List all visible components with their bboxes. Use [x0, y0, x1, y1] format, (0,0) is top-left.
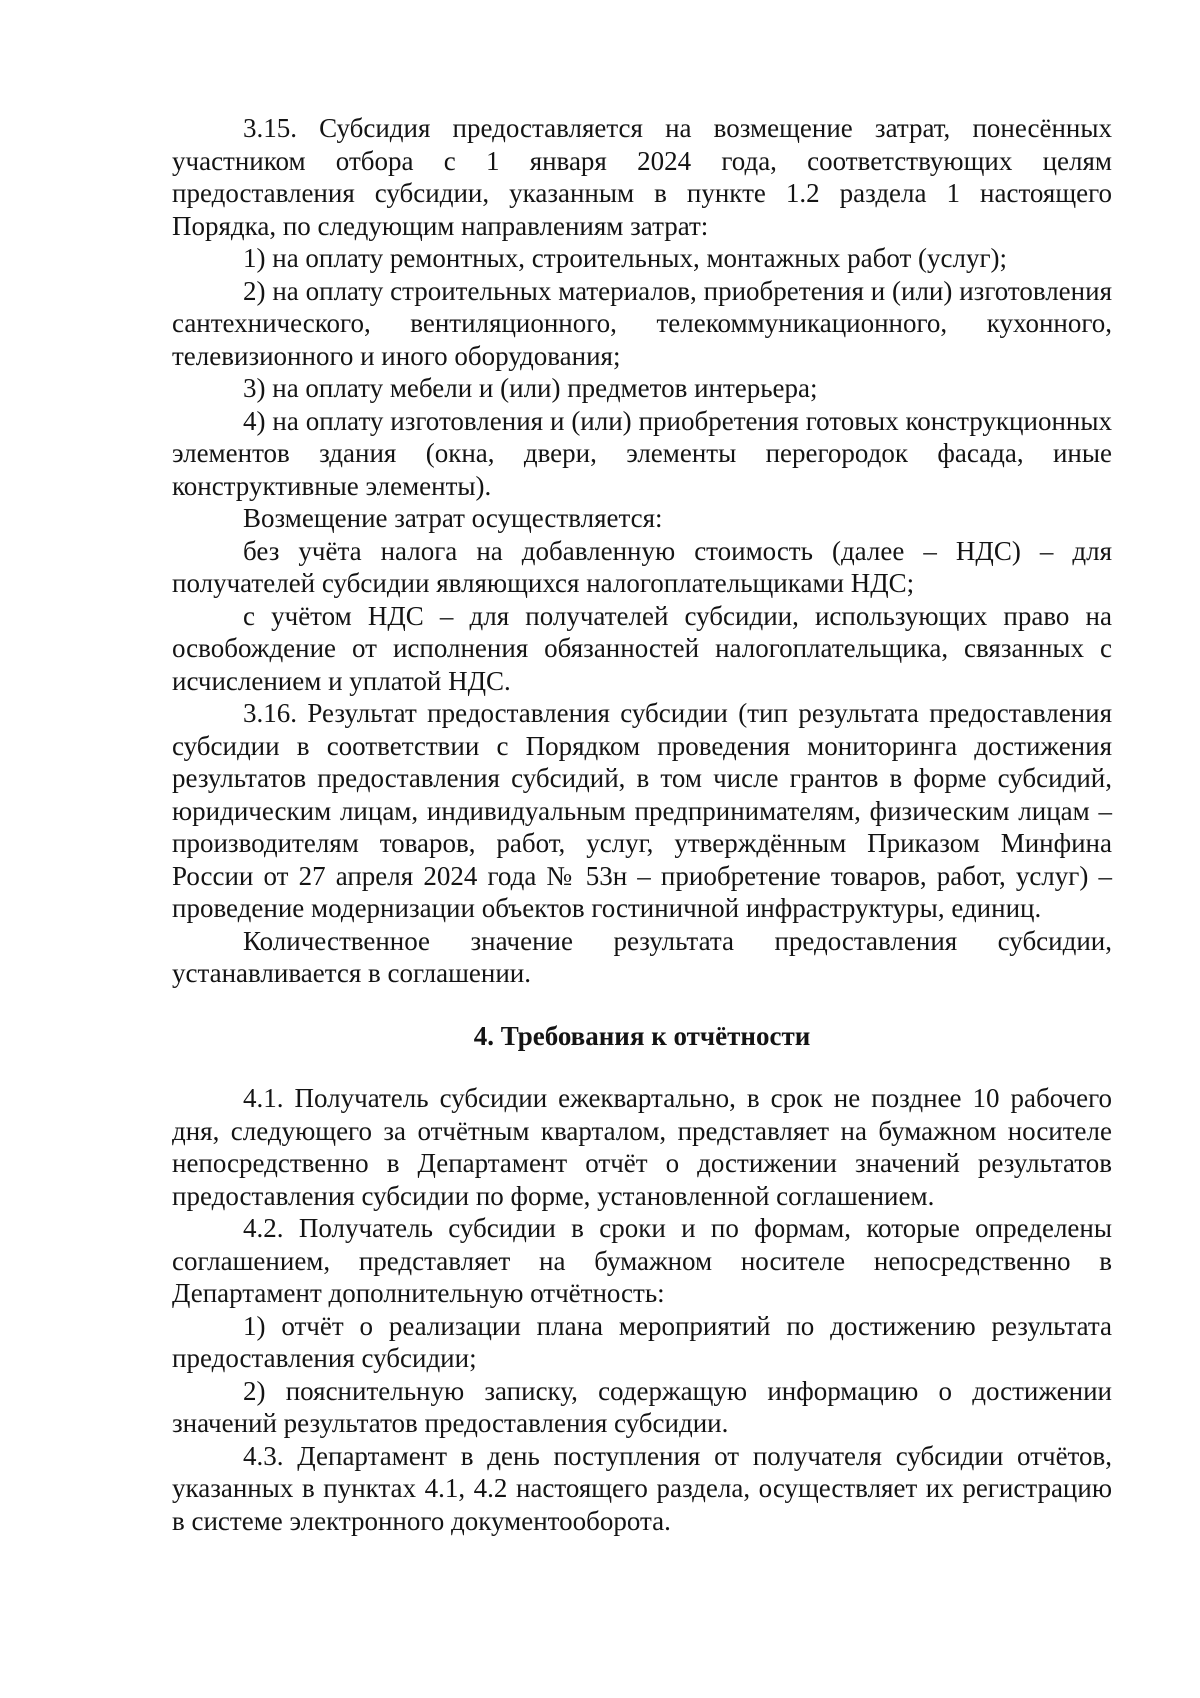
list-item-report: 1) отчёт о реализации плана мероприятий по достижению результата предоставления субсидии;	[172, 1310, 1112, 1373]
paragraph-without-vat: без учёта налога на добавленную стоимость (далее – НДС) – для получателей субсидии являющихся налогоплательщиками НДС;	[172, 535, 1112, 598]
section-heading: 4. Требования к отчётности	[473, 1020, 811, 1051]
paragraph-4-2: 4.2. Получатель субсидии в сроки и по формам, которые определены соглашением, представляет на бумажном носителе непосредственно в Департамент дополнительную отчётность:	[172, 1213, 1112, 1308]
list-item-note: 2) пояснительную записку, содержащую информацию о достижении значений результатов предоставления субсидии.	[172, 1375, 1112, 1438]
paragraph-4-3: 4.3. Департамент в день поступления от получателя субсидии отчётов, указанных в пунктах 4.1, 4.2 настоящего раздела, осуществляет их регистрацию в системе электронного документооборота.	[172, 1440, 1112, 1536]
list-item-1: 1) на оплату ремонтных, строительных, монтажных работ (услуг);	[243, 243, 1008, 273]
list-item-3: 3) на оплату мебели и (или) предметов интерьера;	[243, 373, 818, 403]
paragraph-3-16: 3.16. Результат предоставления субсидии (тип результата предоставления субсидии в соответствии с Порядком проведения мониторинга достижения результатов предоставления субсидий, в том числе грантов в форме субсидий, юридическим лицам, индивидуальным предпринимателям, физическим лицам – производителям товаров, работ, услуг, утверждённым Приказом Минфина России от 27 апреля 2024 года № 53н – приобретение товаров, работ, услуг) – проведение модернизации объектов гостиничной инфраструктуры, единиц.	[172, 698, 1112, 923]
paragraph-4-1: 4.1. Получатель субсидии ежеквартально, в срок не позднее 10 рабочего дня, следующего за отчётным кварталом, представляет на бумажном носителе непосредственно в Департамент отчёт о достижении значений результатов предоставления субсидии по форме, установленной соглашением.	[172, 1083, 1112, 1211]
paragraph-quantitative-value: Количественное значение результата предоставления субсидии, устанавливается в соглашении.	[172, 925, 1112, 988]
paragraph-3-15: 3.15. Субсидия предоставляется на возмещение затрат, понесённых участником отбора с 1 января 2024 года, соответствующих целям предоставления субсидии, указанным в пункте 1.2 раздела 1 настоящего Порядка, по следующим направлениям затрат:	[172, 113, 1112, 241]
list-item-2: 2) на оплату строительных материалов, приобретения и (или) изготовления сантехнического, вентиляционного, телекоммуникационного, кухонного, телевизионного и иного оборудования;	[172, 275, 1112, 371]
paragraph-with-vat: с учётом НДС – для получателей субсидии, использующих право на освобождение от исполнения обязанностей налогоплательщика, связанных с исчислением и уплатой НДС.	[172, 600, 1112, 696]
list-item-4: 4) на оплату изготовления и (или) приобретения готовых конструкционных элементов здания (окна, двери, элементы перегородок фасада, иные конструктивные элементы).	[172, 405, 1112, 501]
paragraph-reimbursement: Возмещение затрат осуществляется:	[243, 503, 663, 533]
